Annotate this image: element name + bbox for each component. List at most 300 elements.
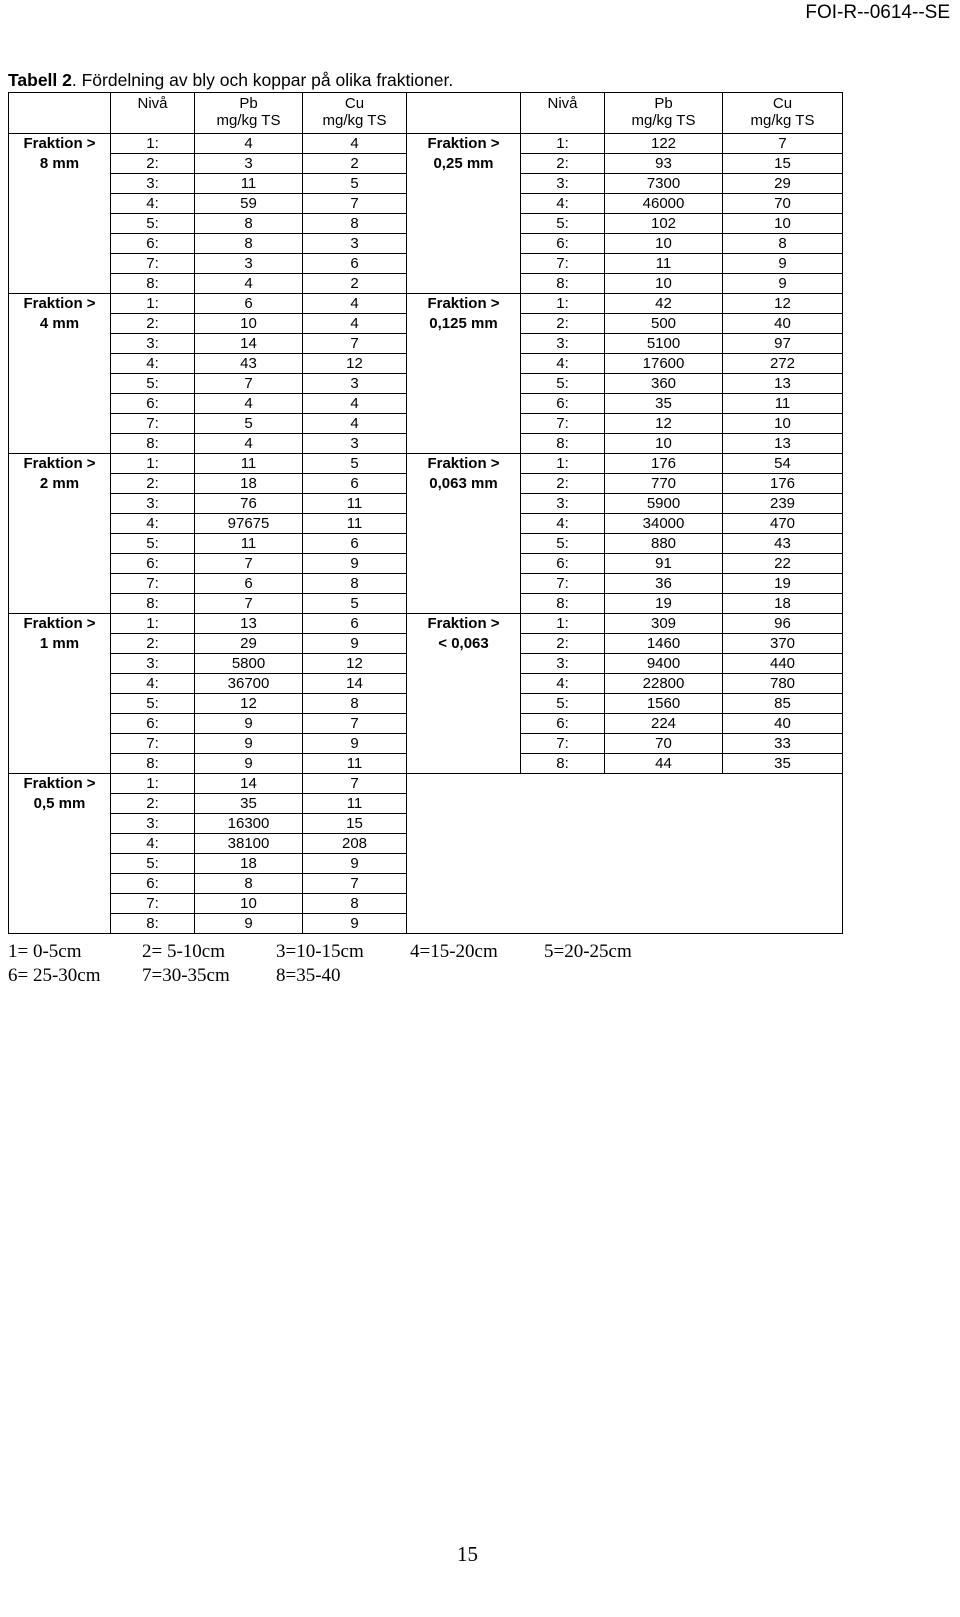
niva-cell: 4: — [521, 514, 605, 534]
niva-cell: 4: — [111, 514, 195, 534]
pb-value: 6 — [195, 574, 303, 594]
table-row — [9, 894, 843, 914]
fraction-label — [407, 534, 521, 554]
table-row — [9, 794, 843, 814]
pb-value: 5100 — [605, 334, 723, 354]
cu-value: 13 — [723, 434, 843, 454]
fraction-label — [407, 394, 521, 414]
pb-value: 7 — [195, 374, 303, 394]
pb-value: 102 — [605, 214, 723, 234]
table-row — [9, 254, 843, 274]
pb-value: 176 — [605, 454, 723, 474]
table-row — [9, 474, 843, 494]
niva-cell: 2: — [521, 154, 605, 174]
cu-value: 8 — [303, 694, 407, 714]
fraction-label — [407, 554, 521, 574]
table-row — [9, 854, 843, 874]
cu-value: 7 — [303, 874, 407, 894]
niva-cell: 3: — [111, 174, 195, 194]
niva-cell: 5: — [111, 374, 195, 394]
legend-item: 5=20-25cm — [544, 941, 632, 962]
legend-item: 3=10-15cm — [276, 941, 364, 962]
report-id: FOI-R--0614--SE — [805, 2, 950, 23]
legend-item: 8=35-40 — [276, 965, 341, 986]
table-body — [9, 134, 843, 934]
niva-cell: 6: — [521, 394, 605, 414]
cu-value: 11 — [303, 514, 407, 534]
empty-cell — [407, 794, 843, 814]
fraction-label — [9, 674, 111, 694]
fraction-label — [407, 514, 521, 534]
table-caption — [8, 70, 453, 91]
fraction-label — [9, 554, 111, 574]
table-row — [9, 594, 843, 614]
niva-cell: 5: — [521, 534, 605, 554]
fraction-label — [9, 814, 111, 834]
niva-cell: 1: — [521, 454, 605, 474]
pb-value: 17600 — [605, 354, 723, 374]
niva-cell: 7: — [521, 574, 605, 594]
fraction-label: 1 mm — [9, 634, 111, 654]
niva-cell: 2: — [521, 634, 605, 654]
pb-value: 10 — [605, 234, 723, 254]
table-row — [9, 434, 843, 454]
fraction-label — [9, 654, 111, 674]
pb-value: 10 — [605, 274, 723, 294]
cu-value: 11 — [303, 494, 407, 514]
cu-value: 15 — [303, 814, 407, 834]
cu-value: 8 — [303, 214, 407, 234]
legend-row — [8, 940, 678, 964]
pb-value: 1460 — [605, 634, 723, 654]
fraction-label: Fraktion > — [407, 294, 521, 314]
niva-cell: 8: — [111, 594, 195, 614]
pb-value: 11 — [195, 174, 303, 194]
table-row — [9, 554, 843, 574]
niva-cell: 7: — [521, 254, 605, 274]
cu-value: 780 — [723, 674, 843, 694]
cu-value: 9 — [303, 914, 407, 934]
cu-value: 3 — [303, 234, 407, 254]
table-row — [9, 174, 843, 194]
cu-value: 7 — [723, 134, 843, 154]
fraction-label — [407, 374, 521, 394]
cu-value: 18 — [723, 594, 843, 614]
cu-value: 370 — [723, 634, 843, 654]
pb-value: 6 — [195, 294, 303, 314]
niva-cell: 1: — [111, 454, 195, 474]
fraction-label — [9, 254, 111, 274]
table-row — [9, 754, 843, 774]
niva-cell: 6: — [111, 234, 195, 254]
header-cu-left — [303, 93, 407, 134]
pb-value: 880 — [605, 534, 723, 554]
fraction-label — [9, 914, 111, 934]
niva-cell: 3: — [111, 654, 195, 674]
header-fraction-left — [9, 93, 111, 134]
cu-value: 3 — [303, 434, 407, 454]
cu-value: 5 — [303, 174, 407, 194]
cu-value: 4 — [303, 394, 407, 414]
niva-cell: 3: — [521, 654, 605, 674]
niva-cell: 5: — [111, 694, 195, 714]
header-pb-left — [195, 93, 303, 134]
cu-value: 19 — [723, 574, 843, 594]
fraction-label — [407, 194, 521, 214]
cu-value: 8 — [723, 234, 843, 254]
pb-value: 18 — [195, 854, 303, 874]
pb-value: 97675 — [195, 514, 303, 534]
niva-cell: 1: — [111, 614, 195, 634]
cu-value: 97 — [723, 334, 843, 354]
niva-cell: 7: — [521, 414, 605, 434]
cu-value: 14 — [303, 674, 407, 694]
niva-cell: 6: — [111, 714, 195, 734]
pb-value: 36 — [605, 574, 723, 594]
fraction-label: 8 mm — [9, 154, 111, 174]
pb-value: 3 — [195, 154, 303, 174]
fraction-label — [407, 234, 521, 254]
caption-label: Tabell 2 — [8, 70, 72, 90]
pb-value: 9 — [195, 714, 303, 734]
pb-value: 122 — [605, 134, 723, 154]
table-row — [9, 614, 843, 634]
cu-value: 33 — [723, 734, 843, 754]
legend-item: 2= 5-10cm — [142, 941, 226, 962]
cu-value: 9 — [723, 254, 843, 274]
pb-value: 11 — [195, 454, 303, 474]
niva-cell: 6: — [521, 714, 605, 734]
header-pb-right-unit: mg/kg TS — [631, 112, 696, 129]
fraction-label — [9, 834, 111, 854]
table-row — [9, 354, 843, 374]
cu-value: 40 — [723, 714, 843, 734]
cu-value: 40 — [723, 314, 843, 334]
cu-value: 13 — [723, 374, 843, 394]
niva-cell: 4: — [111, 194, 195, 214]
fraction-label — [9, 214, 111, 234]
legend-item: 7=30-35cm — [142, 965, 230, 986]
header-cu-left-name: Cu — [344, 95, 365, 112]
pb-value: 76 — [195, 494, 303, 514]
pb-value: 309 — [605, 614, 723, 634]
cu-value: 8 — [303, 894, 407, 914]
pb-value: 8 — [195, 214, 303, 234]
table-row — [9, 374, 843, 394]
table-row — [9, 574, 843, 594]
fraction-label — [9, 754, 111, 774]
cu-value: 11 — [303, 794, 407, 814]
fraction-label — [9, 354, 111, 374]
fraction-label — [407, 334, 521, 354]
niva-cell: 6: — [111, 874, 195, 894]
pb-value: 12 — [605, 414, 723, 434]
cu-value: 4 — [303, 134, 407, 154]
pb-value: 19 — [605, 594, 723, 614]
fraction-label — [9, 514, 111, 534]
niva-cell: 5: — [521, 694, 605, 714]
niva-cell: 2: — [111, 794, 195, 814]
fraction-label — [9, 234, 111, 254]
pb-value: 11 — [195, 534, 303, 554]
fraction-label — [407, 694, 521, 714]
niva-cell: 2: — [111, 474, 195, 494]
niva-cell: 5: — [111, 854, 195, 874]
cu-value: 4 — [303, 314, 407, 334]
cu-value: 10 — [723, 414, 843, 434]
cu-value: 22 — [723, 554, 843, 574]
pb-value: 4 — [195, 274, 303, 294]
page-number: 15 — [457, 1542, 478, 1566]
pb-value: 5900 — [605, 494, 723, 514]
niva-cell: 1: — [521, 294, 605, 314]
pb-value: 91 — [605, 554, 723, 574]
pb-value: 5800 — [195, 654, 303, 674]
niva-cell: 6: — [521, 234, 605, 254]
niva-cell: 4: — [521, 194, 605, 214]
cu-value: 2 — [303, 154, 407, 174]
table-row — [9, 914, 843, 934]
cu-value: 6 — [303, 474, 407, 494]
pb-value: 93 — [605, 154, 723, 174]
pb-value: 10 — [195, 314, 303, 334]
niva-cell: 4: — [111, 354, 195, 374]
empty-cell — [407, 834, 843, 854]
table-row — [9, 654, 843, 674]
fraction-label — [9, 434, 111, 454]
fraction-label — [407, 274, 521, 294]
niva-cell: 7: — [111, 254, 195, 274]
niva-cell: 3: — [521, 334, 605, 354]
fraction-label — [9, 534, 111, 554]
table-row — [9, 194, 843, 214]
fraction-label: Fraktion > — [9, 134, 111, 154]
fraction-label — [9, 694, 111, 714]
table-row — [9, 214, 843, 234]
cu-value: 272 — [723, 354, 843, 374]
cu-value: 6 — [303, 614, 407, 634]
pb-value: 360 — [605, 374, 723, 394]
niva-cell: 6: — [111, 554, 195, 574]
table-row — [9, 834, 843, 854]
fraction-label: Fraktion > — [9, 614, 111, 634]
fraction-label — [9, 334, 111, 354]
fraction-label — [9, 414, 111, 434]
niva-cell: 8: — [521, 434, 605, 454]
cu-value: 9 — [303, 634, 407, 654]
empty-cell — [407, 814, 843, 834]
niva-cell: 3: — [111, 494, 195, 514]
table-row — [9, 334, 843, 354]
fraction-label — [407, 254, 521, 274]
pb-value: 36700 — [195, 674, 303, 694]
table-row — [9, 234, 843, 254]
fraction-label — [9, 714, 111, 734]
cu-value: 2 — [303, 274, 407, 294]
pb-value: 7300 — [605, 174, 723, 194]
header-cu-left-unit: mg/kg TS — [322, 112, 387, 129]
cu-value: 7 — [303, 194, 407, 214]
cu-value: 96 — [723, 614, 843, 634]
cu-value: 7 — [303, 334, 407, 354]
fraction-label: Fraktion > — [9, 454, 111, 474]
empty-cell — [407, 894, 843, 914]
cu-value: 4 — [303, 294, 407, 314]
cu-value: 5 — [303, 594, 407, 614]
pb-value: 8 — [195, 234, 303, 254]
niva-cell: 8: — [111, 434, 195, 454]
pb-value: 500 — [605, 314, 723, 334]
fraction-label: 0,063 mm — [407, 474, 521, 494]
empty-cell — [407, 914, 843, 934]
cu-value: 43 — [723, 534, 843, 554]
pb-value: 29 — [195, 634, 303, 654]
pb-value: 38100 — [195, 834, 303, 854]
cu-value: 11 — [303, 754, 407, 774]
cu-value: 5 — [303, 454, 407, 474]
pb-value: 224 — [605, 714, 723, 734]
niva-cell: 1: — [111, 774, 195, 794]
pb-value: 7 — [195, 594, 303, 614]
cu-value: 12 — [303, 654, 407, 674]
niva-cell: 7: — [521, 734, 605, 754]
fraction-label — [407, 654, 521, 674]
table-header — [9, 93, 843, 134]
pb-value: 7 — [195, 554, 303, 574]
fraction-label: Fraktion > — [407, 134, 521, 154]
pb-value: 11 — [605, 254, 723, 274]
niva-cell: 3: — [521, 494, 605, 514]
cu-value: 8 — [303, 574, 407, 594]
pb-value: 22800 — [605, 674, 723, 694]
fraction-label: 2 mm — [9, 474, 111, 494]
cu-value: 12 — [303, 354, 407, 374]
fraction-label: 0,25 mm — [407, 154, 521, 174]
header-cu-right-name: Cu — [772, 95, 793, 112]
cu-value: 208 — [303, 834, 407, 854]
pb-value: 44 — [605, 754, 723, 774]
legend-item: 4=15-20cm — [410, 941, 498, 962]
niva-cell: 7: — [111, 734, 195, 754]
header-pb-right-name: Pb — [654, 95, 673, 112]
cu-value: 470 — [723, 514, 843, 534]
pb-value: 43 — [195, 354, 303, 374]
cu-value: 85 — [723, 694, 843, 714]
legend-item: 1= 0-5cm — [8, 941, 82, 962]
table-row — [9, 414, 843, 434]
pb-value: 5 — [195, 414, 303, 434]
table-row — [9, 134, 843, 154]
niva-cell: 2: — [111, 154, 195, 174]
niva-cell: 5: — [521, 214, 605, 234]
niva-cell: 2: — [111, 314, 195, 334]
header-cu-right-unit: mg/kg TS — [750, 112, 815, 129]
niva-cell: 6: — [111, 394, 195, 414]
pb-value: 10 — [195, 894, 303, 914]
cu-value: 4 — [303, 414, 407, 434]
caption-text: . Fördelning av bly och koppar på olika fraktioner. — [71, 70, 454, 90]
niva-cell: 1: — [521, 614, 605, 634]
fraction-label: Fraktion > — [9, 774, 111, 794]
niva-cell: 8: — [111, 754, 195, 774]
fraction-label: < 0,063 — [407, 634, 521, 654]
fraction-label — [9, 574, 111, 594]
table-row — [9, 674, 843, 694]
pb-value: 9 — [195, 754, 303, 774]
fraction-label — [407, 434, 521, 454]
cu-value: 6 — [303, 534, 407, 554]
niva-cell: 5: — [111, 214, 195, 234]
fraction-label — [407, 574, 521, 594]
table-row — [9, 634, 843, 654]
cu-value: 7 — [303, 714, 407, 734]
niva-cell: 4: — [111, 834, 195, 854]
niva-cell: 7: — [111, 574, 195, 594]
cu-value: 9 — [303, 734, 407, 754]
cu-value: 9 — [303, 554, 407, 574]
cu-value: 239 — [723, 494, 843, 514]
niva-cell: 7: — [111, 894, 195, 914]
table-row — [9, 514, 843, 534]
fraction-label — [407, 214, 521, 234]
niva-cell: 5: — [111, 534, 195, 554]
niva-cell: 1: — [111, 294, 195, 314]
niva-cell: 3: — [111, 814, 195, 834]
pb-value: 16300 — [195, 814, 303, 834]
header-niva-right: Nivå — [521, 93, 605, 134]
niva-cell: 1: — [111, 134, 195, 154]
niva-cell: 3: — [111, 334, 195, 354]
pb-value: 59 — [195, 194, 303, 214]
cu-value: 11 — [723, 394, 843, 414]
niva-cell: 2: — [111, 634, 195, 654]
header-pb-left-unit: mg/kg TS — [216, 112, 281, 129]
pb-value: 14 — [195, 774, 303, 794]
pb-value: 4 — [195, 394, 303, 414]
niva-cell: 7: — [111, 414, 195, 434]
cu-value: 10 — [723, 214, 843, 234]
table-row — [9, 814, 843, 834]
pb-value: 3 — [195, 254, 303, 274]
pb-value: 9 — [195, 734, 303, 754]
fraction-label: Fraktion > — [407, 614, 521, 634]
niva-cell: 8: — [111, 914, 195, 934]
niva-cell: 5: — [521, 374, 605, 394]
fraction-label — [9, 394, 111, 414]
niva-cell: 8: — [521, 274, 605, 294]
niva-cell: 2: — [521, 314, 605, 334]
fraction-label — [407, 174, 521, 194]
pb-value: 770 — [605, 474, 723, 494]
header-fraction-right — [407, 93, 521, 134]
niva-cell: 3: — [521, 174, 605, 194]
table-row — [9, 534, 843, 554]
niva-cell: 8: — [521, 594, 605, 614]
table-row — [9, 874, 843, 894]
cu-value: 29 — [723, 174, 843, 194]
table-row — [9, 454, 843, 474]
fraction-label: 0,125 mm — [407, 314, 521, 334]
pb-value: 18 — [195, 474, 303, 494]
cu-value: 6 — [303, 254, 407, 274]
niva-cell: 6: — [521, 554, 605, 574]
table-row — [9, 774, 843, 794]
fraction-label — [407, 714, 521, 734]
pb-value: 13 — [195, 614, 303, 634]
fraction-label — [9, 894, 111, 914]
fraction-label: Fraktion > — [407, 454, 521, 474]
fraction-label — [407, 674, 521, 694]
